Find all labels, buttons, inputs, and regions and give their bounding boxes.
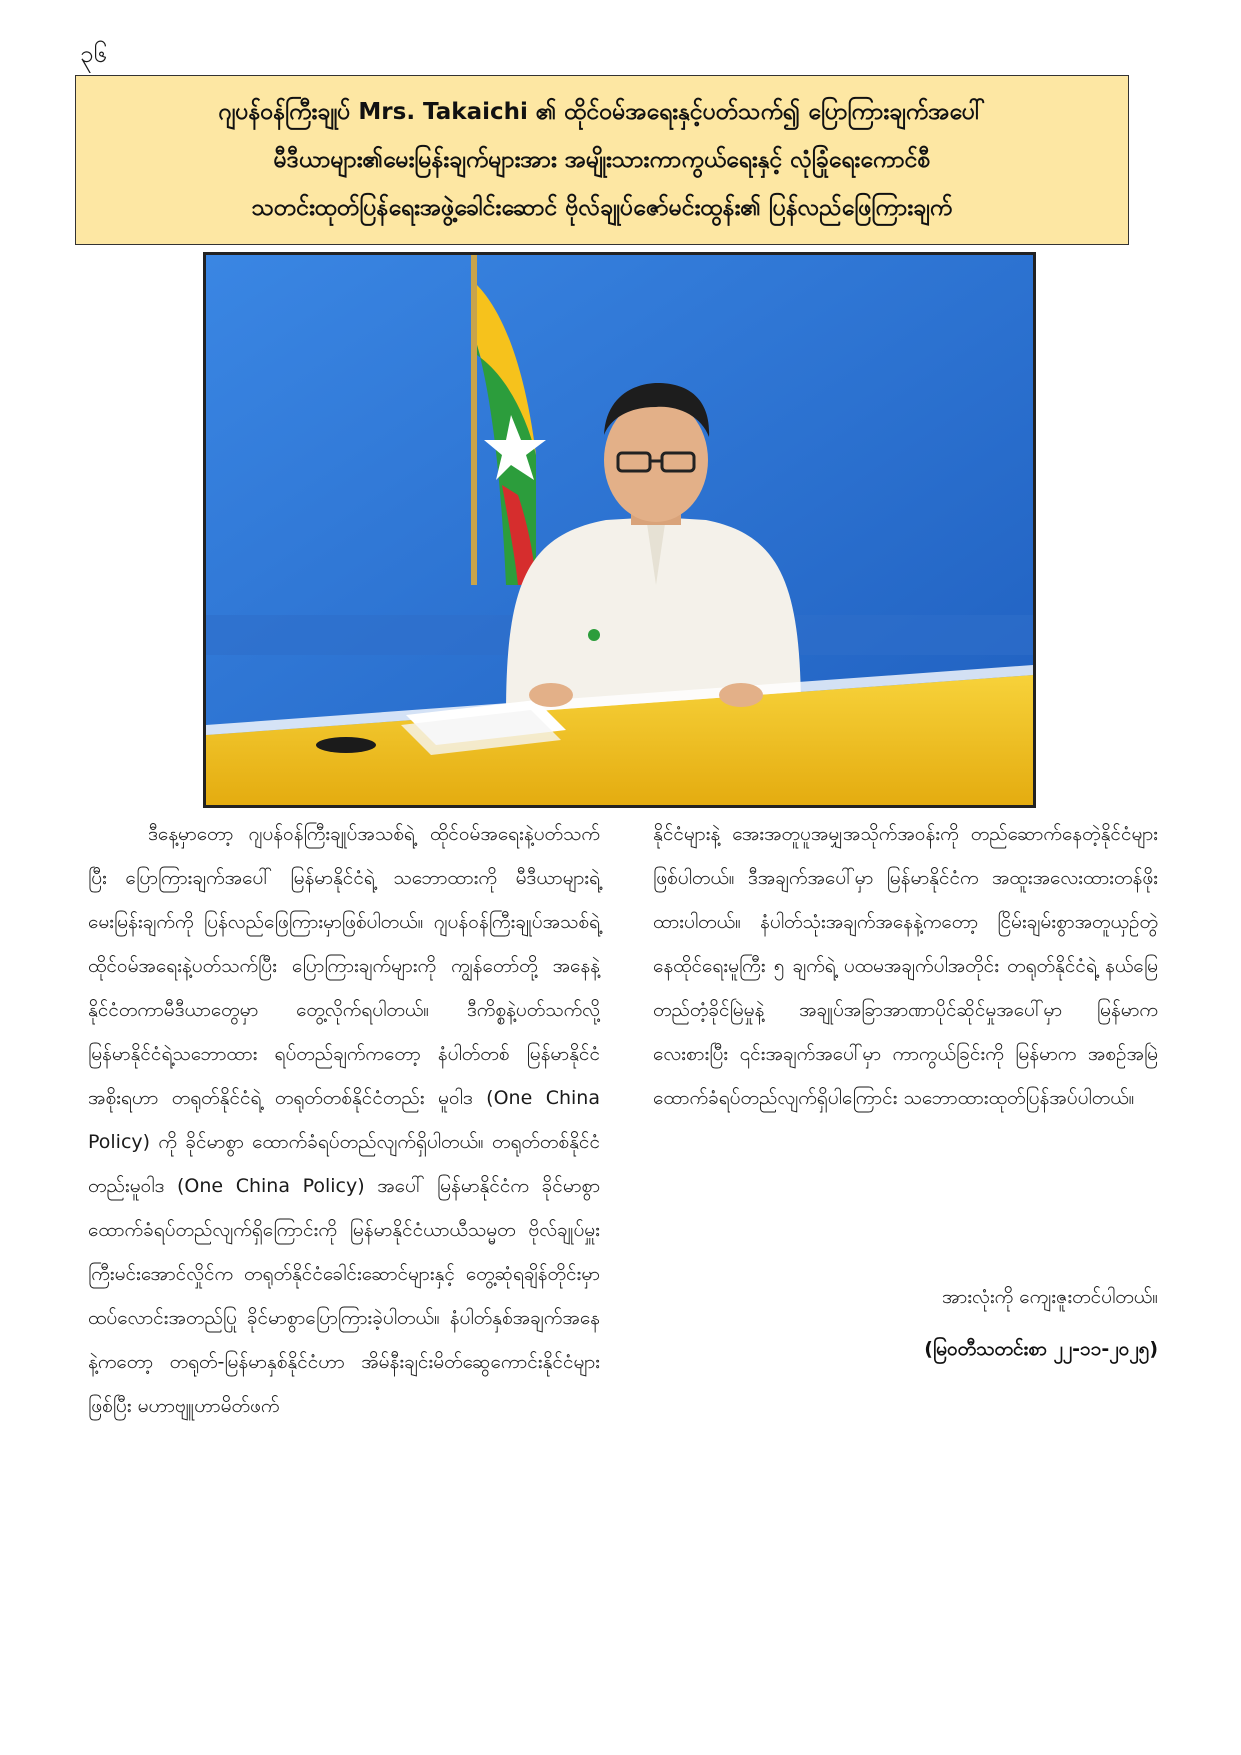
microphone	[316, 737, 376, 753]
headline-line-1: ဂျပန်ဝန်ကြီးချုပ် Mrs. Takaichi ၏ ထိုင်ဝမ်အရေးနှင့်ပတ်သက်၍ ပြောကြားချက်အပေါ်	[218, 99, 986, 125]
closing-thanks: အားလုံးကို ကျေးဇူးတင်ပါတယ်။	[941, 1286, 1158, 1308]
headline-line-2: မီဒီယာများ၏မေးမြန်းချက်များအား အမျိုးသားကာကွယ်ရေးနှင့် လုံခြုံရေးကောင်စီ	[273, 147, 931, 173]
article-left-column	[88, 812, 600, 1428]
news-photo	[203, 252, 1036, 808]
spokesperson-at-desk-photo	[206, 255, 1033, 805]
source-citation: (မြဝတီသတင်းစာ ၂၂-၁၁-၂၀၂၅)	[924, 1338, 1158, 1360]
article-right-column	[653, 812, 1158, 1120]
page-number: ၃၆	[80, 40, 107, 68]
headline-box	[75, 75, 1129, 245]
article-paragraph-1: ဒီနေ့မှာတော့ ဂျပန်ဝန်ကြီးချုပ်အသစ်ရဲ့ ထိုင်ဝမ်အရေးနဲ့ပတ်သက်ပြီး ပြောကြားချက်အပေါ် မြန်မာနိုင်ငံရဲ့ သဘောထားကို မီဒီယာများရဲ့ မေးမြန်းချက်ကို ပြန်လည်ဖြေကြားမှာဖြစ်ပါတယ်။ ဂျပန်ဝန်ကြီးချုပ်အသစ်ရဲ့ ထိုင်ဝမ်အရေးနဲ့ပတ်သက်ပြီး ပြောကြားချက်များကို ကျွန်တော်တို့ အနေနဲ့ နိုင်ငံတကာမီဒီယာတွေမှာ တွေ့လိုက်ရပါတယ်။ ဒီကိစ္စနဲ့ပတ်သက်လို့ မြန်မာနိုင်ငံရဲ့သဘောထား ရပ်တည်ချက်ကတော့ နံပါတ်တစ် မြန်မာနိုင်ငံအစိုးရဟာ တရုတ်နိုင်ငံရဲ့ တရုတ်တစ်နိုင်ငံတည်း မူဝါဒ (One China Policy) ကို ခိုင်မာစွာ ထောက်ခံရပ်တည်လျက်ရှိပါတယ်။ တရုတ်တစ်နိုင်ငံတည်းမူဝါဒ (One China Policy) အပေါ် မြန်မာနိုင်ငံက ခိုင်မာစွာ ထောက်ခံရပ်တည်လျက်ရှိကြောင်းကို မြန်မာနိုင်ငံယာယီသမ္မတ ဗိုလ်ချုပ်မှူးကြီးမင်းအောင်လှိုင်က တရုတ်နိုင်ငံခေါင်းဆောင်များနှင့် တွေ့ဆုံရချိန်တိုင်းမှာ ထပ်လောင်းအတည်ပြု ခိုင်မာစွာပြောကြားခဲ့ပါတယ်။ နံပါတ်နှစ်အချက်အနေနဲ့ကတော့ တရုတ်-မြန်မာနှစ်နိုင်ငံဟာ အိမ်နီးချင်းမိတ်ဆွေကောင်းနိုင်ငံများဖြစ်ပြီး မဟာဗျူဟာမိတ်ဖက်	[88, 823, 600, 1417]
article-paragraph-2: နိုင်ငံများနဲ့ အေးအတူပူအမျှအသိုက်အဝန်းကို တည်ဆောက်နေတဲ့နိုင်ငံများဖြစ်ပါတယ်။ ဒီအချက်အပေါ်မှာ မြန်မာနိုင်ငံက အထူးအလေးထားတန်ဖိုးထားပါတယ်။ နံပါတ်သုံးအချက်အနေနဲ့ကတော့ ငြိမ်းချမ်းစွာအတူယှဉ်တွဲနေထိုင်ရေးမူကြီး ၅ ချက်ရဲ့ ပထမအချက်ပါအတိုင်း တရုတ်နိုင်ငံရဲ့ နယ်မြေတည်တံ့ခိုင်မြဲမှုနဲ့ အချုပ်အခြာအာဏာပိုင်ဆိုင်မှုအပေါ်မှာ မြန်မာက လေးစားပြီး ၎င်းအချက်အပေါ်မှာ ကာကွယ်ခြင်းကို မြန်မာက အစဉ်အမြဲထောက်ခံရပ်တည်လျက်ရှိပါကြောင်း သဘောထားထုတ်ပြန်အပ်ပါတယ်။	[653, 823, 1158, 1109]
headline-line-3: သတင်းထုတ်ပြန်ရေးအဖွဲ့ခေါင်းဆောင် ဗိုလ်ချုပ်ဇော်မင်းထွန်း၏ ပြန်လည်ဖြေကြားချက်	[251, 195, 953, 221]
